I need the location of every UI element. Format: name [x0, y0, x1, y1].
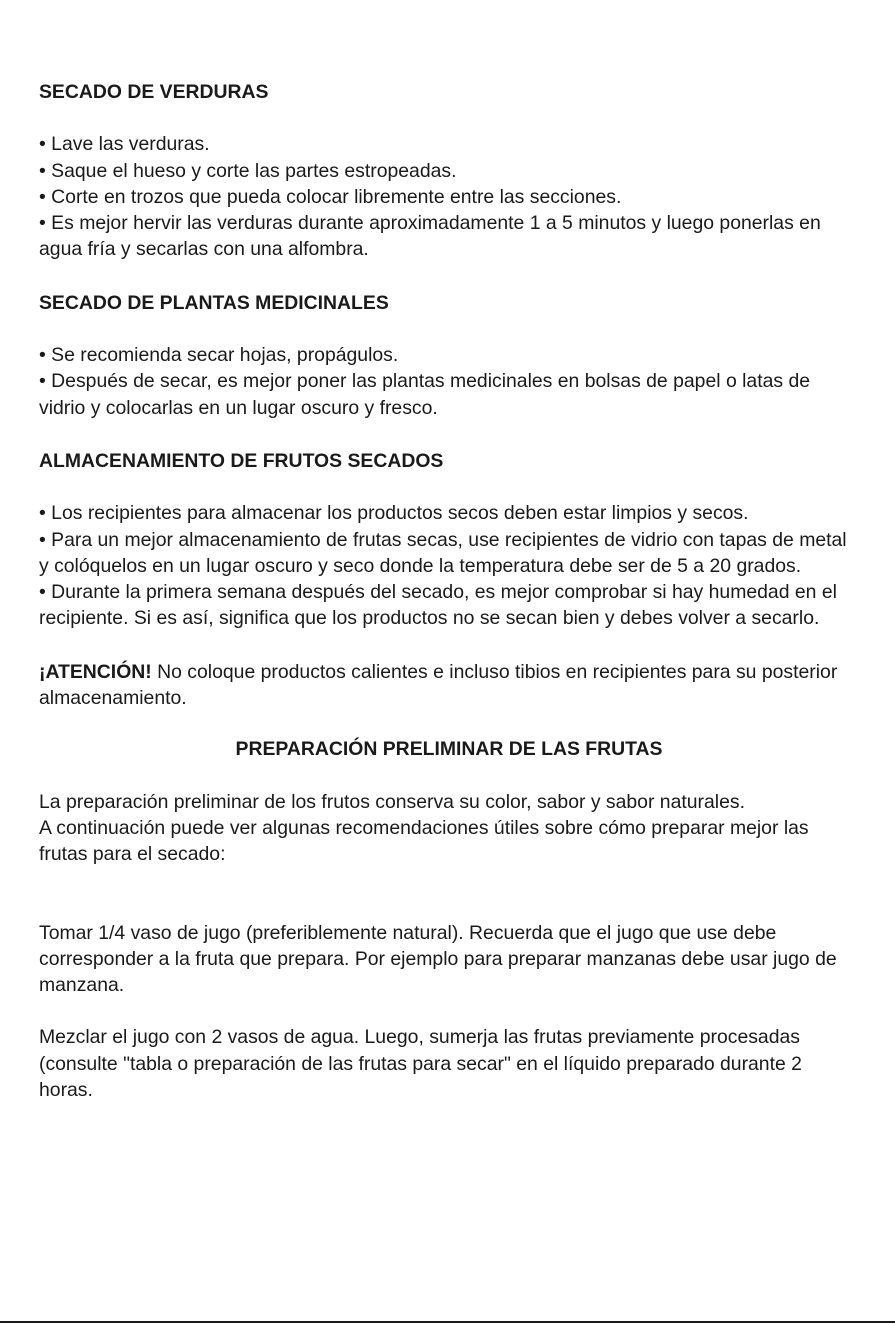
- section-storage: [39, 448, 859, 632]
- preparation-intro: [39, 789, 859, 868]
- bullet-item: • Para un mejor almacenamiento de frutas secas, use recipientes de vidrio con tapas de metal y colóquelos en un lugar oscuro y seco donde la temperatura debe ser de 5 a 20 grados.: [39, 528, 847, 577]
- spacer: [39, 474, 859, 500]
- section-heading-vegetables: SECADO DE VERDURAS: [39, 81, 269, 103]
- bullet-item: • Los recipientes para almacenar los productos secos deben estar limpios y secos.: [39, 502, 749, 525]
- bullet-item: • Se recomienda secar hojas, propágulos.: [39, 344, 399, 367]
- section-heading-storage: ALMACENAMIENTO DE FRUTOS SECADOS: [39, 449, 444, 472]
- bullet-item: • Después de secar, es mejor poner las plantas medicinales en bolsas de papel o latas de vidrio y colocarlas en un lugar oscuro y fresco.: [39, 370, 811, 419]
- bullet-item: • Saque el hueso y corte las partes estropeadas.: [39, 159, 457, 182]
- section-heading-preparation: PREPARACIÓN PRELIMINAR DE LAS FRUTAS: [235, 738, 663, 761]
- juice-paragraph: Tomar 1/4 vaso de jugo (preferiblemente natural). Recuerda que el jugo que use debe corresponder a la fruta que prepara. Por ejemplo para preparar manzanas debe usar jugo de manzana.: [39, 921, 837, 997]
- section-herbs: [39, 290, 859, 421]
- section-vegetables: [39, 79, 859, 263]
- bullet-item: • Lave las verduras.: [39, 133, 210, 156]
- bullet-item: • Durante la primera semana después del secado, es mejor comprobar si hay humedad en el recipiente. Si es así, significa que los productos no se secan bien y debes volver a secarlo.: [39, 581, 837, 630]
- spacer: [39, 105, 859, 131]
- intro-paragraph: A continuación puede ver algunas recomendaciones útiles sobre cómo preparar mejor las frutas para el secado:: [39, 816, 809, 866]
- attention-note: [39, 659, 859, 712]
- document-page: [39, 79, 859, 1103]
- intro-paragraph: La preparación preliminar de los frutos conserva su color, sabor y sabor naturales.: [39, 790, 745, 813]
- section-preparation: [39, 736, 859, 1103]
- bullet-item: • Es mejor hervir las verduras durante aproximadamente 1 a 5 minutos y luego ponerlas en agua fría y secarlas con una alfombra.: [39, 212, 821, 261]
- footer-rule: [0, 1321, 895, 1323]
- mix-paragraph: Mezclar el jugo con 2 vasos de agua. Luego, sumerja las frutas previamente procesadas (consulte "tabla o preparación de las frutas para secar" en el líquido preparado durante 2 horas.: [39, 1026, 802, 1102]
- attention-label: ¡ATENCIÓN!: [39, 660, 152, 683]
- attention-text: No coloque productos calientes e incluso tibios en recipientes para su posterior almacenamiento.: [39, 660, 838, 710]
- section-heading-herbs: SECADO DE PLANTAS MEDICINALES: [39, 291, 389, 314]
- bullet-item: • Corte en trozos que pueda colocar libremente entre las secciones.: [39, 185, 622, 208]
- spacer: [39, 316, 859, 342]
